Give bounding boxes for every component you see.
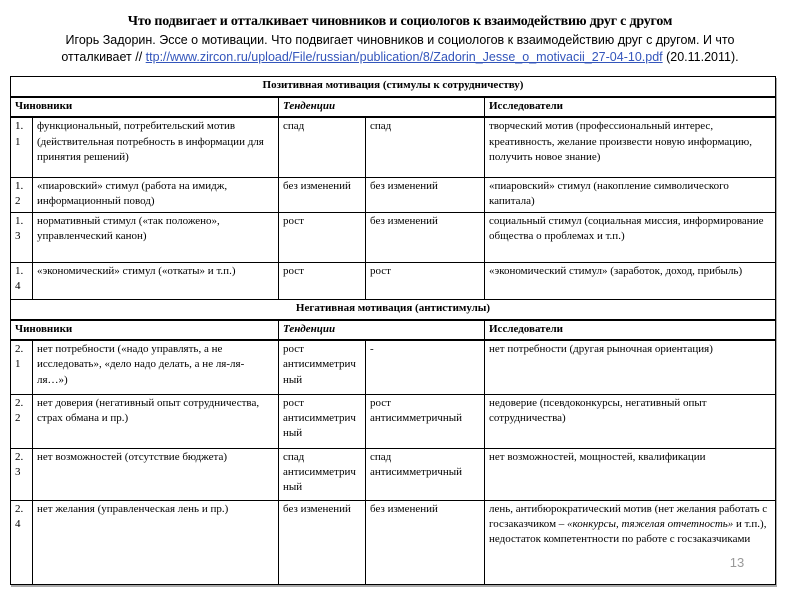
trend1-cell: рост антисимметричный [279,340,366,394]
col-header-trends: Тенденции [279,320,485,340]
row-number: 1.3 [11,212,33,262]
table-row-2.2 [11,394,776,448]
trend2-cell: без изменений [366,212,485,262]
table-row-1.3 [11,212,776,262]
trend2-cell: - [366,340,485,394]
trend2-cell: без изменений [366,177,485,212]
row-number: 2.2 [11,394,33,448]
officials-cell: функциональный, потребительский мотив (действительная потребность в информации для принятия решений) [33,117,279,177]
trend1-cell: рост [279,262,366,299]
officials-cell: нормативный стимул («так положено», управленческий канон) [33,212,279,262]
trend1-cell: спад антисимметричный [279,448,366,500]
trend1-cell: рост антисимметричный [279,394,366,448]
slide-citation [30,32,770,65]
motivation-table-body [11,77,776,585]
researchers-cell: недоверие (псевдоконкурсы, негативный опыт сотрудничества) [485,394,776,448]
motivation-table [10,76,776,585]
col-header-officials: Чиновники [11,320,279,340]
trend2-cell: рост антисимметричный [366,394,485,448]
row-number: 2.3 [11,448,33,500]
row-number: 1.4 [11,262,33,299]
page-number: 13 [729,555,745,570]
source-link[interactable]: ttp://www.zircon.ru/upload/File/russian/publication/8/Zadorin_Jesse_o_motivacii_27-04-10.pdf [145,49,663,64]
trend1-cell: спад [279,117,366,177]
table-row-2.4 [11,500,776,584]
trend2-cell: без изменений [366,500,485,584]
col-header-researchers: Исследователи [485,320,776,340]
table-row-1.4 [11,262,776,299]
trend1-cell: без изменений [279,177,366,212]
slide-header [30,14,770,65]
researchers-cell: лень, антибюрократический мотив (нет желания работать с госзаказчиком – «конкурсы, тяжелая отчетность» и т.п.), недостаток компетентности по работе с госзаказчиками [485,500,776,584]
officials-cell: нет потребности («надо управлять, а не исследовать», «дело надо делать, а не ля-ля-ля…») [33,340,279,394]
officials-cell: нет возможностей (отсутствие бюджета) [33,448,279,500]
researchers-cell: социальный стимул (социальная миссия, информирование общества о проблемах и т.п.) [485,212,776,262]
row-number: 1.1 [11,117,33,177]
column-header-row-2 [11,320,776,340]
row-number: 1.2 [11,177,33,212]
row-number: 2.1 [11,340,33,394]
col-header-trends: Тенденции [279,97,485,117]
table-row-2.1 [11,340,776,394]
section-header-row-1 [11,77,776,98]
section-header-row-2 [11,299,776,320]
trend2-cell: спад антисимметричный [366,448,485,500]
citation-prefix: Игорь Задорин. Эссе о мотивации. Что подвигает чиновников и социологов к взаимодействию друг с другом. И что отталкивает // [61,33,735,64]
section-header-title: Негативная мотивация (антистимулы) [11,299,776,320]
col-header-officials: Чиновники [11,97,279,117]
researchers-cell: нет возможностей, мощностей, квалификации [485,448,776,500]
officials-cell: нет доверия (негативный опыт сотрудничества, страх обмана и пр.) [33,394,279,448]
italic-segment: «конкурсы, тяжелая отчетность» [567,517,734,530]
col-header-researchers: Исследователи [485,97,776,117]
researchers-cell: творческий мотив (профессиональный интерес, креативность, желание произвести новую информацию, получить новое знание) [485,117,776,177]
researchers-cell: «пиаровский» стимул (накопление символического капитала) [485,177,776,212]
slide-title: Что подвигает и отталкивает чиновников и социологов к взаимодействию друг с другом [127,14,673,29]
row-number: 2.4 [11,500,33,584]
officials-cell: нет желания (управленческая лень и пр.) [33,500,279,584]
column-header-row-1 [11,97,776,117]
officials-cell: «экономический» стимул («откаты» и т.п.) [33,262,279,299]
researchers-cell: нет потребности (другая рыночная ориентация) [485,340,776,394]
researchers-cell: «экономический стимул» (заработок, доход, прибыль) [485,262,776,299]
trend1-cell: рост [279,212,366,262]
trend2-cell: спад [366,117,485,177]
trend2-cell: рост [366,262,485,299]
table-row-1.2 [11,177,776,212]
citation-suffix: (20.11.2011). [662,49,739,64]
table-row-1.1 [11,117,776,177]
section-header-title: Позитивная мотивация (стимулы к сотрудничеству) [11,77,776,98]
officials-cell: «пиаровский» стимул (работа на имидж, информационный повод) [33,177,279,212]
trend1-cell: без изменений [279,500,366,584]
table-row-2.3 [11,448,776,500]
